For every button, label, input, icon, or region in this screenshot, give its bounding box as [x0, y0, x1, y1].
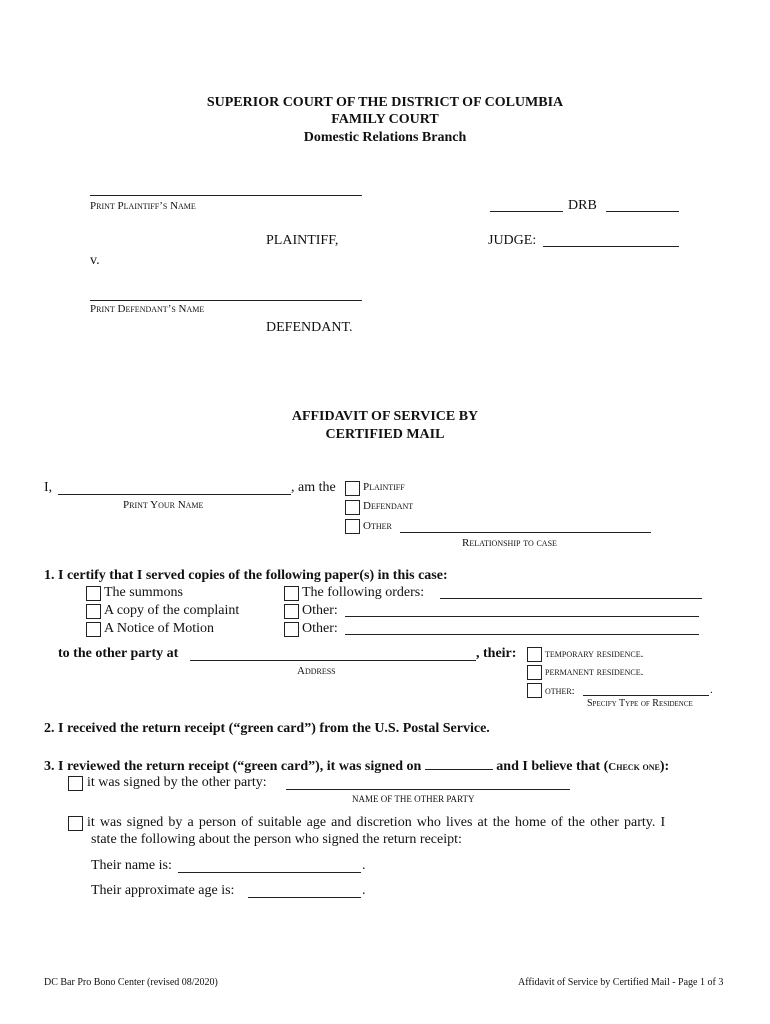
- court-name: SUPERIOR COURT OF THE DISTRICT OF COLUMBIA: [206, 95, 564, 110]
- affidavit-page: SUPERIOR COURT OF THE DISTRICT OF COLUMBIA FAMILY COURT Domestic Relations Branch Print Plaintiff’s Name PLAINTIFF, v. Print Defendant’s Name DEFENDANT. DRB JUDGE: AFFIDAVIT OF SERVICE BY CERTIFIED MAIL I, , am the Print Your Name Plaintiff Defendant Other Relationship to case 1. I certify that I served copies of the following paper(s) in this case: The summons A copy of the complaint A Notice of Motion The following orders: Other: Other: to the other party at , their: Address temporary residence. permanent residence. other: . Specify Type of Residence 2. I received the return receipt (“green card”) from the U.S. Postal Service. 3. I reviewed the return receipt (“green card”), it was signed on and I believe that (Check one): it was signed by the other party: NAME OF THE OTHER PARTY it was signed by a person of suitable age and discretion who lives at the home of the other party. I state the following about the person who signed the return receipt: Their name is: . Their approximate age is: . DC Bar Pro Bono Center (revised 08/2020) Affidavit of Service by Certified Mail - Page 1 of 3: [0, 0, 770, 1024]
- drb-label: DRB: [568, 198, 597, 213]
- defendant-checkbox[interactable]: [345, 500, 360, 515]
- their-name-label: Their name is:: [91, 858, 172, 873]
- other-paper-1-label: Other:: [302, 603, 338, 618]
- other-residence-label: other:: [545, 685, 575, 697]
- versus-label: v.: [90, 253, 100, 268]
- check-one-label: Check one: [608, 761, 660, 773]
- temporary-residence-checkbox[interactable]: [527, 647, 542, 662]
- address-line[interactable]: [190, 660, 476, 661]
- signed-by-resident-checkbox[interactable]: [68, 816, 83, 831]
- drb-suffix-line[interactable]: [606, 211, 679, 212]
- summons-checkbox[interactable]: [86, 586, 101, 601]
- judge-name-line[interactable]: [543, 246, 679, 247]
- signed-by-resident-line2: state the following about the person who signed the return receipt:: [91, 832, 462, 847]
- court-division: FAMILY COURT: [331, 112, 439, 127]
- signed-date-line[interactable]: [425, 757, 493, 770]
- motion-checkbox[interactable]: [86, 622, 101, 637]
- plaintiff-label: PLAINTIFF,: [266, 233, 339, 248]
- section3-heading: 3. I reviewed the return receipt (“green card”), it was signed on and I believe that (Check one):: [44, 759, 670, 774]
- other-residence-checkbox[interactable]: [527, 683, 542, 698]
- affidavit-title-line2: CERTIFIED MAIL: [325, 427, 445, 442]
- defendant-option-label: Defendant: [363, 500, 414, 512]
- other-paper-1-line[interactable]: [345, 616, 699, 617]
- their-age-line[interactable]: [248, 897, 361, 898]
- plaintiff-checkbox[interactable]: [345, 481, 360, 496]
- signed-by-resident-line1: it was signed by a person of suitable age and discretion who lives at the home of the other party. I: [87, 815, 666, 830]
- section2-text: 2. I received the return receipt (“green card”) from the U.S. Postal Service.: [44, 721, 490, 736]
- complaint-checkbox[interactable]: [86, 604, 101, 619]
- relationship-line[interactable]: [400, 532, 651, 533]
- other-relationship-checkbox[interactable]: [345, 519, 360, 534]
- footer-right: Affidavit of Service by Certified Mail - Page 1 of 3: [518, 977, 724, 988]
- their-age-label: Their approximate age is:: [91, 883, 235, 898]
- relationship-label: Relationship to case: [462, 537, 557, 549]
- other-paper-2-label: Other:: [302, 621, 338, 636]
- temporary-residence-label: temporary residence.: [545, 648, 644, 660]
- their-label: , their:: [476, 646, 517, 661]
- motion-label: A Notice of Motion: [104, 621, 215, 636]
- drb-prefix-line[interactable]: [490, 211, 563, 212]
- permanent-residence-checkbox[interactable]: [527, 665, 542, 680]
- signed-by-party-label: it was signed by the other party:: [87, 775, 267, 790]
- defendant-name-line[interactable]: [90, 300, 362, 301]
- other-residence-line[interactable]: [583, 695, 709, 696]
- orders-checkbox[interactable]: [284, 586, 299, 601]
- defendant-name-label: Print Defendant’s Name: [90, 303, 205, 315]
- plaintiff-option-label: Plaintiff: [363, 481, 405, 493]
- declarant-am-the: , am the: [291, 480, 336, 495]
- other-party-name-label: NAME OF THE OTHER PARTY: [352, 794, 475, 804]
- other-option-label: Other: [363, 520, 392, 532]
- plaintiff-name-line[interactable]: [90, 195, 362, 196]
- address-label: Address: [297, 665, 336, 677]
- declarant-prefix: I,: [44, 480, 53, 495]
- court-branch: Domestic Relations Branch: [303, 130, 467, 145]
- section1-heading: 1. I certify that I served copies of the following paper(s) in this case:: [44, 568, 448, 583]
- declarant-name-line[interactable]: [58, 494, 291, 495]
- complaint-label: A copy of the complaint: [104, 603, 240, 618]
- plaintiff-name-label: Print Plaintiff’s Name: [90, 200, 196, 212]
- footer-left: DC Bar Pro Bono Center (revised 08/2020): [44, 977, 218, 988]
- their-name-line[interactable]: [178, 872, 361, 873]
- defendant-label: DEFENDANT.: [266, 320, 353, 335]
- judge-label: JUDGE:: [488, 233, 537, 248]
- permanent-residence-label: permanent residence.: [545, 666, 644, 678]
- orders-line[interactable]: [440, 598, 702, 599]
- other-party-name-line[interactable]: [286, 789, 570, 790]
- orders-label: The following orders:: [302, 585, 425, 600]
- other-paper-2-checkbox[interactable]: [284, 622, 299, 637]
- to-other-party-label: to the other party at: [58, 646, 179, 661]
- declarant-name-label: Print Your Name: [123, 499, 204, 511]
- affidavit-title-line1: AFFIDAVIT OF SERVICE BY: [291, 409, 479, 424]
- summons-label: The summons: [104, 585, 183, 600]
- specify-residence-label: Specify Type of Residence: [587, 698, 693, 709]
- other-paper-2-line[interactable]: [345, 634, 699, 635]
- other-paper-1-checkbox[interactable]: [284, 604, 299, 619]
- signed-by-party-checkbox[interactable]: [68, 776, 83, 791]
